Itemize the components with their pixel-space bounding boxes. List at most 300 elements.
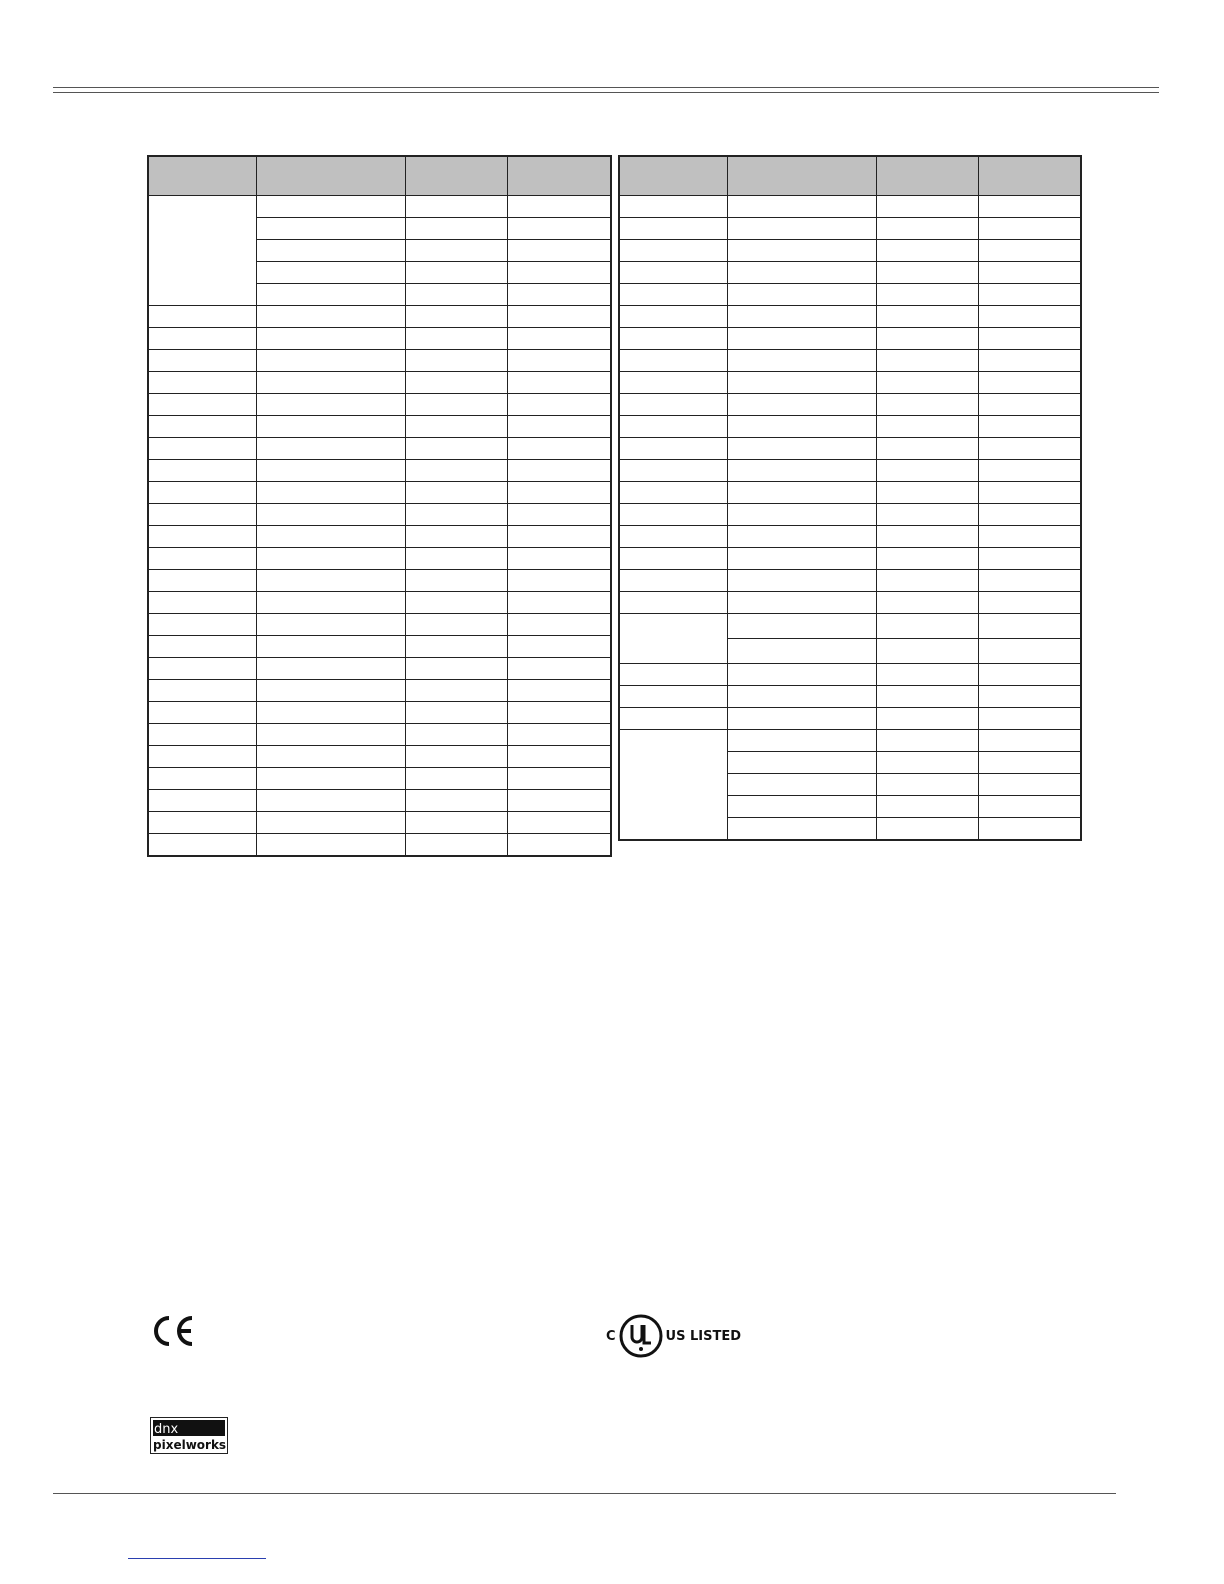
table-cell [405, 328, 507, 350]
group-cell [619, 730, 727, 841]
table-row [148, 812, 611, 834]
table-cell [978, 218, 1081, 240]
table-row [619, 306, 1081, 328]
table-cell [727, 730, 876, 752]
table-cell [978, 306, 1081, 328]
table-row [619, 708, 1081, 730]
table-cell [876, 686, 978, 708]
table-cell [619, 306, 727, 328]
table-cell [619, 686, 727, 708]
table-row [148, 394, 611, 416]
table-row [148, 526, 611, 548]
table-row [148, 570, 611, 592]
table-cell [148, 790, 256, 812]
table-cell [978, 262, 1081, 284]
table-cell [507, 284, 611, 306]
table-cell [507, 350, 611, 372]
table-row [619, 614, 1081, 639]
table-cell [619, 592, 727, 614]
table-cell [256, 790, 405, 812]
table-cell [978, 664, 1081, 686]
table-cell [727, 438, 876, 460]
table-cell [507, 328, 611, 350]
table-cell [148, 658, 256, 680]
table-cell [405, 284, 507, 306]
table-row [148, 636, 611, 658]
column-header [405, 156, 507, 196]
table-cell [619, 284, 727, 306]
table-cell [876, 614, 978, 639]
table-cell [256, 504, 405, 526]
table-row [148, 416, 611, 438]
table-cell [507, 834, 611, 857]
table-cell [148, 724, 256, 746]
right-spec-table [618, 155, 1082, 841]
table-cell [405, 438, 507, 460]
table-cell [405, 592, 507, 614]
table-cell [507, 636, 611, 658]
table-cell [876, 774, 978, 796]
table-cell [727, 460, 876, 482]
table-row [148, 372, 611, 394]
table-cell [727, 196, 876, 218]
table-cell [507, 218, 611, 240]
table-cell [507, 614, 611, 636]
table-cell [507, 460, 611, 482]
table-cell [256, 460, 405, 482]
table-cell [727, 570, 876, 592]
table-row [619, 504, 1081, 526]
table-cell [978, 416, 1081, 438]
table-cell [978, 350, 1081, 372]
table-cell [876, 570, 978, 592]
table-cell [148, 768, 256, 790]
table-cell [876, 504, 978, 526]
table-cell [507, 240, 611, 262]
table-cell [619, 708, 727, 730]
header-rule-bottom [53, 92, 1159, 93]
table-cell [148, 350, 256, 372]
table-cell [148, 504, 256, 526]
table-cell [256, 526, 405, 548]
table-row [148, 658, 611, 680]
table-cell [507, 482, 611, 504]
table-row [148, 350, 611, 372]
table-cell [405, 218, 507, 240]
table-cell [405, 746, 507, 768]
table-cell [256, 570, 405, 592]
table-cell [256, 548, 405, 570]
table-cell [876, 394, 978, 416]
table-cell [405, 526, 507, 548]
table-row [148, 438, 611, 460]
table-row [148, 482, 611, 504]
table-cell [727, 592, 876, 614]
table-row [148, 746, 611, 768]
table-cell [256, 328, 405, 350]
table-row [619, 686, 1081, 708]
table-row [619, 664, 1081, 686]
table-cell [727, 708, 876, 730]
table-cell [978, 284, 1081, 306]
table-row [148, 196, 611, 218]
table-cell [876, 639, 978, 664]
table-row [148, 702, 611, 724]
table-cell [148, 482, 256, 504]
table-cell [148, 526, 256, 548]
table-cell [507, 768, 611, 790]
table-cell [978, 328, 1081, 350]
table-cell [978, 372, 1081, 394]
table-cell [405, 394, 507, 416]
table-cell [876, 350, 978, 372]
table-row [619, 350, 1081, 372]
table-cell [148, 614, 256, 636]
table-cell [727, 614, 876, 639]
table-cell [619, 240, 727, 262]
group-cell [148, 196, 256, 306]
table-cell [256, 658, 405, 680]
table-cell [256, 702, 405, 724]
table-cell [978, 460, 1081, 482]
table-cell [619, 664, 727, 686]
table-cell [148, 570, 256, 592]
table-row [148, 768, 611, 790]
table-cell [619, 482, 727, 504]
table-cell [507, 394, 611, 416]
table-cell [727, 639, 876, 664]
table-cell [405, 680, 507, 702]
pixelworks-label: pixelworks [153, 1438, 227, 1452]
table-cell [978, 240, 1081, 262]
table-cell [876, 262, 978, 284]
table-cell [727, 752, 876, 774]
table-cell [876, 328, 978, 350]
table-cell [876, 460, 978, 482]
ul-c-label: C [606, 1328, 616, 1344]
table-cell [256, 416, 405, 438]
table-cell [978, 592, 1081, 614]
table-cell [507, 790, 611, 812]
table-cell [727, 482, 876, 504]
table-cell [727, 796, 876, 818]
table-row [148, 328, 611, 350]
table-cell [256, 262, 405, 284]
table-cell [876, 218, 978, 240]
table-cell [876, 548, 978, 570]
ce-mark-logo [150, 1314, 196, 1348]
table-cell [619, 416, 727, 438]
table-cell [978, 730, 1081, 752]
table-cell [256, 350, 405, 372]
column-header [978, 156, 1081, 196]
table-cell [619, 372, 727, 394]
table-cell [727, 548, 876, 570]
table-cell [978, 818, 1081, 841]
table-row [619, 548, 1081, 570]
column-header [727, 156, 876, 196]
table-cell [727, 526, 876, 548]
table-cell [148, 460, 256, 482]
table-cell [978, 774, 1081, 796]
table-cell [727, 774, 876, 796]
table-cell [876, 730, 978, 752]
table-cell [405, 196, 507, 218]
table-row [148, 460, 611, 482]
table-cell [507, 504, 611, 526]
table-cell [507, 372, 611, 394]
table-row [619, 460, 1081, 482]
table-cell [876, 240, 978, 262]
table-cell [978, 548, 1081, 570]
table-cell [978, 752, 1081, 774]
table-cell [148, 394, 256, 416]
table-cell [405, 306, 507, 328]
table-cell [507, 306, 611, 328]
table-cell [148, 548, 256, 570]
table-cell [405, 350, 507, 372]
table-cell [256, 636, 405, 658]
table-cell [405, 812, 507, 834]
table-cell [148, 372, 256, 394]
table-row [619, 482, 1081, 504]
table-cell [876, 664, 978, 686]
table-cell [405, 658, 507, 680]
table-cell [256, 592, 405, 614]
table-row [148, 614, 611, 636]
table-cell [978, 570, 1081, 592]
table-cell [148, 812, 256, 834]
table-cell [405, 504, 507, 526]
table-cell [978, 504, 1081, 526]
table-cell [727, 350, 876, 372]
table-cell [507, 658, 611, 680]
table-cell [507, 812, 611, 834]
table-cell [148, 306, 256, 328]
page-link-underline[interactable] [128, 1558, 266, 1559]
table-cell [507, 196, 611, 218]
table-cell [876, 372, 978, 394]
table-cell [876, 482, 978, 504]
table-cell [876, 796, 978, 818]
table-row [619, 218, 1081, 240]
table-cell [619, 196, 727, 218]
table-cell [507, 416, 611, 438]
ul-us-listed-label: US LISTED [665, 1328, 742, 1344]
table-cell [148, 702, 256, 724]
table-row [148, 306, 611, 328]
table-cell [978, 196, 1081, 218]
table-cell [876, 306, 978, 328]
table-cell [619, 548, 727, 570]
table-cell [256, 240, 405, 262]
table-cell [876, 526, 978, 548]
table-row [148, 680, 611, 702]
table-cell [978, 394, 1081, 416]
table-cell [727, 262, 876, 284]
table-cell [507, 548, 611, 570]
table-row [619, 416, 1081, 438]
table-cell [405, 702, 507, 724]
table-cell [978, 614, 1081, 639]
table-cell [727, 284, 876, 306]
table-cell [405, 636, 507, 658]
table-row [619, 372, 1081, 394]
table-header-row [148, 156, 611, 196]
table-row [619, 262, 1081, 284]
header-rule-top [53, 87, 1159, 88]
table-row [619, 570, 1081, 592]
table-cell [507, 262, 611, 284]
table-cell [727, 372, 876, 394]
table-cell [405, 790, 507, 812]
table-cell [256, 196, 405, 218]
table-cell [507, 746, 611, 768]
table-cell [256, 834, 405, 857]
table-cell [405, 460, 507, 482]
table-cell [978, 438, 1081, 460]
table-cell [256, 482, 405, 504]
ul-listed-logo [606, 1313, 741, 1359]
table-cell [507, 438, 611, 460]
table-row [619, 394, 1081, 416]
left-spec-table [147, 155, 612, 857]
table-row [619, 438, 1081, 460]
table-cell [619, 460, 727, 482]
column-header [256, 156, 405, 196]
table-row [148, 790, 611, 812]
table-cell [727, 328, 876, 350]
table-cell [405, 262, 507, 284]
table-cell [148, 636, 256, 658]
table-cell [876, 708, 978, 730]
table-cell [405, 724, 507, 746]
table-cell [876, 592, 978, 614]
table-row [619, 328, 1081, 350]
table-cell [256, 746, 405, 768]
table-row [148, 504, 611, 526]
table-cell [405, 570, 507, 592]
table-cell [727, 664, 876, 686]
table-cell [619, 526, 727, 548]
table-cell [727, 394, 876, 416]
table-cell [507, 724, 611, 746]
table-cell [727, 818, 876, 841]
table-cell [876, 416, 978, 438]
table-cell [256, 768, 405, 790]
table-row [148, 592, 611, 614]
table-cell [507, 680, 611, 702]
column-header [619, 156, 727, 196]
table-cell [148, 834, 256, 857]
table-cell [507, 592, 611, 614]
table-row [619, 284, 1081, 306]
table-cell [619, 350, 727, 372]
table-cell [256, 218, 405, 240]
column-header [507, 156, 611, 196]
table-row [148, 724, 611, 746]
table-cell [619, 438, 727, 460]
table-row [148, 548, 611, 570]
column-header [876, 156, 978, 196]
dnx-label: dnx [154, 1422, 179, 1437]
footer-rule [53, 1493, 1116, 1494]
table-cell [405, 834, 507, 857]
table-cell [256, 438, 405, 460]
table-cell [256, 680, 405, 702]
table-cell [619, 218, 727, 240]
table-cell [148, 328, 256, 350]
table-row [148, 834, 611, 857]
column-header [148, 156, 256, 196]
table-cell [405, 768, 507, 790]
table-cell [256, 614, 405, 636]
table-cell [978, 708, 1081, 730]
table-cell [619, 328, 727, 350]
table-cell [148, 592, 256, 614]
table-cell [405, 416, 507, 438]
table-cell [256, 372, 405, 394]
table-cell [727, 306, 876, 328]
table-cell [876, 284, 978, 306]
table-cell [405, 548, 507, 570]
table-cell [727, 686, 876, 708]
table-cell [256, 284, 405, 306]
table-row [619, 526, 1081, 548]
table-cell [405, 240, 507, 262]
table-cell [978, 686, 1081, 708]
table-cell [148, 438, 256, 460]
group-cell [619, 614, 727, 664]
table-cell [876, 438, 978, 460]
table-cell [256, 306, 405, 328]
table-cell [978, 796, 1081, 818]
table-cell [876, 196, 978, 218]
ul-circle-icon [618, 1313, 664, 1359]
table-cell [256, 812, 405, 834]
table-cell [727, 218, 876, 240]
table-cell [256, 724, 405, 746]
table-cell [405, 482, 507, 504]
table-row [619, 730, 1081, 752]
table-row [619, 592, 1081, 614]
table-cell [727, 240, 876, 262]
table-cell [619, 394, 727, 416]
table-row [619, 240, 1081, 262]
table-row [619, 196, 1081, 218]
table-header-row [619, 156, 1081, 196]
table-cell [148, 416, 256, 438]
table-cell [405, 614, 507, 636]
table-cell [405, 372, 507, 394]
table-cell [876, 752, 978, 774]
table-cell [619, 570, 727, 592]
table-cell [148, 746, 256, 768]
table-cell [507, 570, 611, 592]
table-cell [256, 394, 405, 416]
table-cell [978, 639, 1081, 664]
table-cell [619, 504, 727, 526]
table-cell [978, 482, 1081, 504]
table-cell [727, 504, 876, 526]
table-cell [619, 262, 727, 284]
table-cell [507, 702, 611, 724]
dnx-pixelworks-logo [150, 1417, 228, 1454]
table-cell [148, 680, 256, 702]
table-cell [727, 416, 876, 438]
table-cell [507, 526, 611, 548]
table-cell [876, 818, 978, 841]
